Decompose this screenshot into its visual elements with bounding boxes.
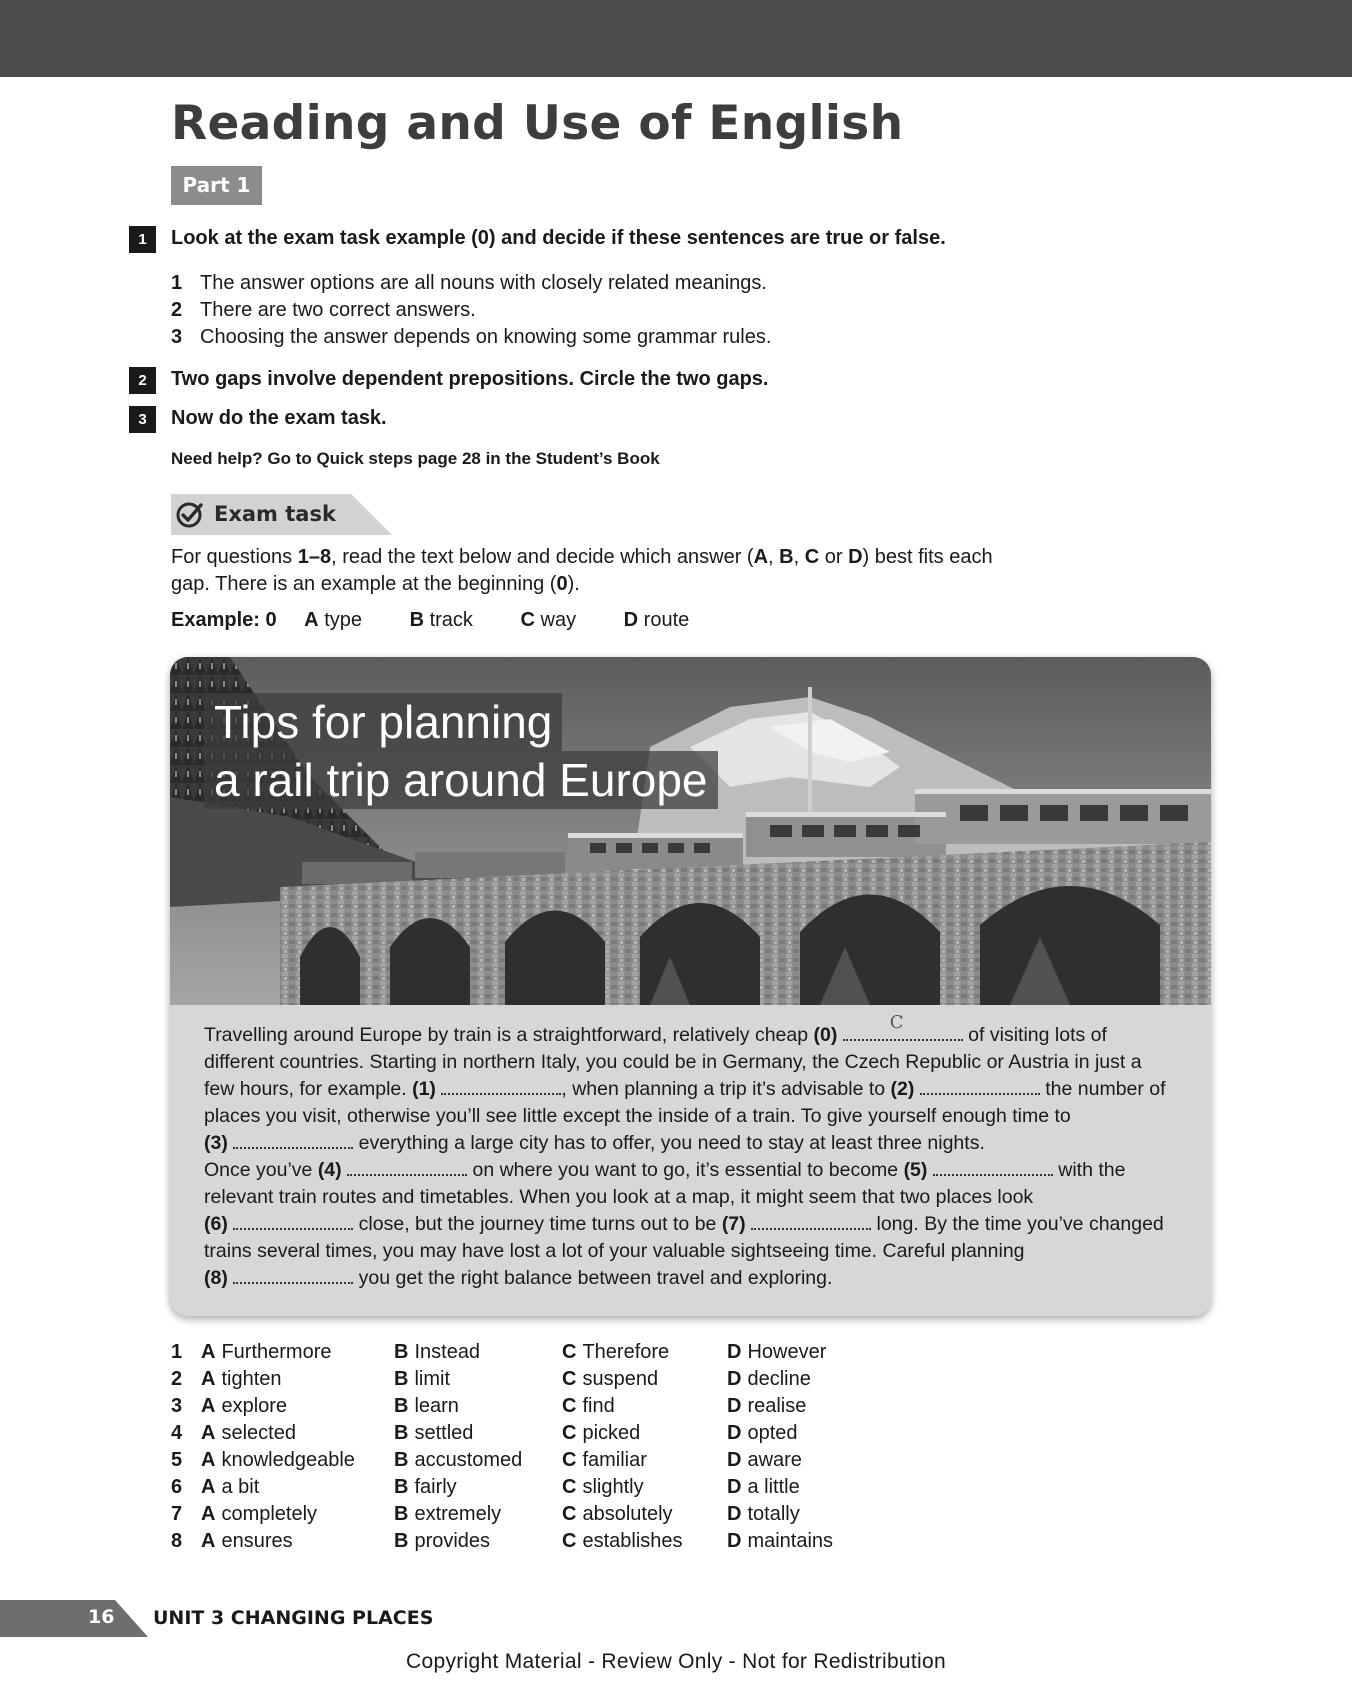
passage-text: of visiting lots of [962,1024,1107,1046]
option-word: learn [414,1395,459,1417]
passage-text: everything a large city has to offer, you need to stay at least three nights. [353,1132,985,1154]
question-number: 3 [171,1395,183,1417]
option-a[interactable] [201,1447,355,1474]
passage-text: the number of [1039,1078,1166,1100]
passage-line [204,1012,1194,1049]
gap-8-blank[interactable] [233,1268,353,1284]
option-letter: D [727,1341,742,1363]
question-number: 2 [171,1368,183,1390]
option-letter: D [727,1368,742,1390]
passage-line: different countries. Starting in northern Italy, you could be in Germany, the Czech Republic or Austria in just a [204,1051,1142,1073]
task-instruction: Look at the exam task example (0) and decide if these sentences are true or false. [171,227,946,249]
article-headline-line1: Tips for planning [204,693,562,751]
option-word: completely [221,1503,318,1525]
option-letter: A [304,609,319,631]
question-number: 1 [171,1341,183,1363]
gap-6-blank[interactable] [233,1214,353,1230]
statement-text: The answer options are all nouns with closely related meanings. [200,272,767,294]
question-number: 7 [171,1503,183,1525]
instr-letter: C [804,546,820,568]
task-number: 1 [129,226,156,253]
option-letter: C [520,609,535,631]
option-word: Furthermore [221,1341,332,1363]
copyright-notice: Copyright Material - Review Only - Not for Redistribution [406,1650,946,1673]
option-word: limit [414,1368,450,1390]
option-d[interactable] [727,1528,833,1555]
option-word: Therefore [582,1341,670,1363]
unit-label: UNIT 3 CHANGING PLACES [153,1607,434,1629]
gap-2-blank[interactable] [920,1079,1040,1095]
option-letter: A [201,1530,216,1552]
option-letter: A [201,1368,216,1390]
gap-number: (3) [204,1132,228,1154]
option-word: Instead [414,1341,481,1363]
instr-letter: D [848,546,863,568]
option-letter: B [394,1422,409,1444]
option-b[interactable] [394,1339,480,1366]
instr-text: , [768,546,780,568]
option-a[interactable] [201,1420,296,1447]
passage-text: few hours, for example. [204,1078,413,1100]
passage-text: long. By the time you’ve changed [871,1213,1164,1235]
question-number: 8 [171,1530,183,1552]
instr-range: 1–8 [297,546,332,568]
option-c[interactable] [562,1501,673,1528]
option-letter: D [727,1476,742,1498]
option-a[interactable] [201,1366,282,1393]
statement-number: 2 [171,299,183,321]
gap-number: (7) [721,1213,746,1235]
passage-line [204,1130,1194,1157]
passage-line: trains several times, you may have lost a lot of your valuable sightseeing time. Careful planning [204,1240,1025,1262]
gap-number: (2) [890,1078,915,1100]
option-d[interactable] [727,1474,800,1501]
page-number-tab [0,1600,148,1637]
option-letter: C [562,1503,577,1525]
option-letter: D [727,1395,742,1417]
option-word: aware [747,1449,802,1471]
option-word: realise [747,1395,807,1417]
option-letter: D [623,609,639,631]
option-a[interactable] [201,1501,317,1528]
option-a[interactable] [201,1393,287,1420]
option-word: ensures [221,1530,293,1552]
gap-0-blank [843,1012,963,1041]
gap-number: (0) [813,1024,838,1046]
passage-line: places you visit, otherwise you’ll see little except the inside of a train. To give yourself enough time to [204,1105,1071,1127]
option-letter: A [201,1341,216,1363]
option-d[interactable] [727,1339,826,1366]
help-note: Need help? Go to Quick steps page 28 in the Student’s Book [171,449,660,468]
option-letter: A [201,1503,216,1525]
option-word: way [540,609,577,631]
option-letter: A [201,1395,216,1417]
option-b[interactable] [394,1366,450,1393]
part-badge: Part 1 [171,166,262,205]
option-word: type [324,609,362,631]
option-word: tighten [221,1368,282,1390]
option-word: accustomed [414,1449,523,1471]
option-b[interactable] [394,1420,473,1447]
statement-item [171,270,771,297]
option-word: establishes [582,1530,683,1552]
option-c[interactable] [562,1420,640,1447]
option-word: track [429,609,473,631]
top-header-bar [0,0,1352,77]
example-option [410,609,473,632]
gap-number: (6) [204,1213,228,1235]
option-word: suspend [582,1368,659,1390]
option-letter: C [562,1368,577,1390]
option-word: knowledgeable [221,1449,355,1471]
article-headline-line2: a rail trip around Europe [204,751,718,809]
option-letter: B [394,1449,409,1471]
option-word: opted [747,1422,798,1444]
option-b[interactable] [394,1528,490,1555]
option-b[interactable] [394,1447,522,1474]
passage-text: you get the right balance between travel and exploring. [353,1267,833,1289]
passage-text: close, but the journey time turns out to be [353,1213,722,1235]
example-option [624,609,690,632]
gap-3-blank[interactable] [233,1133,353,1149]
example-option [520,609,576,632]
task-number: 3 [129,406,156,433]
statement-number: 3 [171,326,183,348]
option-c[interactable] [562,1366,658,1393]
option-c[interactable] [562,1528,683,1555]
article-passage [204,1012,1194,1292]
instr-text: ) best fits each gap. There is an example at the beginning ( [171,546,993,595]
example-option [304,609,362,632]
option-word: selected [221,1422,296,1444]
option-letter: B [394,1341,409,1363]
passage-text: on where you want to go, it’s essential to become [467,1159,904,1181]
option-word: a little [747,1476,800,1498]
exam-task-label: Exam task [214,502,336,526]
instr-text: , read the text below and decide which answer ( [331,546,754,568]
true-false-statements [171,270,771,351]
option-d[interactable] [727,1447,802,1474]
exam-task-tab [171,494,392,535]
passage-line: relevant train routes and timetables. When you look at a map, it might seem that two places look [204,1186,1034,1208]
question-number: 4 [171,1422,183,1444]
option-letter: B [394,1395,409,1417]
passage-text: with the [1052,1159,1126,1181]
option-b[interactable] [394,1393,459,1420]
option-d[interactable] [727,1366,811,1393]
option-letter: C [562,1341,577,1363]
option-word: picked [582,1422,641,1444]
option-letter: A [201,1422,216,1444]
instr-text: or [819,546,849,568]
option-letter: B [394,1503,409,1525]
option-letter: C [562,1530,577,1552]
gap-1-blank[interactable] [441,1079,561,1095]
option-a[interactable] [201,1528,293,1555]
option-letter: C [562,1449,577,1471]
passage-text: Travelling around Europe by train is a straightforward, relatively cheap [204,1024,814,1046]
option-a[interactable] [201,1474,259,1501]
option-c[interactable] [562,1447,647,1474]
option-c[interactable] [562,1393,615,1420]
option-word: totally [747,1503,800,1525]
exam-instructions [171,544,1031,598]
option-a[interactable] [201,1339,331,1366]
statement-item [171,324,771,351]
option-d[interactable] [727,1393,806,1420]
statement-text: There are two correct answers. [200,299,476,321]
option-word: decline [747,1368,811,1390]
option-d[interactable] [727,1501,800,1528]
option-letter: D [727,1449,742,1471]
option-letter: D [727,1503,742,1525]
instr-text: ). [567,573,580,595]
option-word: absolutely [582,1503,673,1525]
instr-text: For questions [171,546,298,568]
example-label: Example: 0 [171,609,277,631]
option-c[interactable] [562,1339,669,1366]
passage-text: , when planning a trip it’s advisable to [561,1078,891,1100]
option-word: However [747,1341,827,1363]
option-letter: B [409,609,425,631]
passage-line [204,1211,1194,1238]
instr-letter: B [779,546,794,568]
passage-line [204,1157,1194,1184]
gap-number: (4) [317,1159,342,1181]
statement-item [171,297,771,324]
gap-4-blank[interactable] [347,1160,467,1176]
question-number: 5 [171,1449,183,1471]
option-word: settled [414,1422,474,1444]
option-word: route [643,609,690,631]
gap-number: (5) [903,1159,928,1181]
option-letter: A [201,1449,216,1471]
option-letter: B [394,1476,409,1498]
option-b[interactable] [394,1474,457,1501]
gap-7-blank[interactable] [751,1214,871,1230]
option-word: find [582,1395,615,1417]
option-word: explore [221,1395,288,1417]
option-letter: B [394,1368,409,1390]
task-instruction: Two gaps involve dependent prepositions. Circle the two gaps. [171,368,769,390]
option-letter: A [201,1476,216,1498]
question-number: 6 [171,1476,183,1498]
option-word: maintains [747,1530,834,1552]
statement-number: 1 [171,272,183,294]
option-letter: C [562,1476,577,1498]
statement-text: Choosing the answer depends on knowing some grammar rules. [200,326,772,348]
gap-0-answer: C [889,1012,904,1033]
instr-letter: A [753,546,769,568]
option-letter: D [727,1530,742,1552]
passage-line [204,1265,1194,1292]
page-number: 16 [88,1606,115,1628]
option-letter: B [394,1530,409,1552]
option-letter: D [727,1422,742,1444]
gap-number: (1) [412,1078,436,1100]
task-instruction: Now do the exam task. [171,407,387,429]
option-word: a bit [221,1476,260,1498]
page-title: Reading and Use of English [171,96,904,151]
task-number: 2 [129,367,156,394]
option-b[interactable] [394,1501,501,1528]
option-letter: C [562,1422,577,1444]
option-word: slightly [582,1476,644,1498]
passage-line [204,1076,1194,1103]
gap-number: (8) [204,1267,228,1289]
example-row [171,609,689,632]
passage-text: Once you’ve [204,1159,318,1181]
instr-text: , [793,546,805,568]
option-word: extremely [414,1503,502,1525]
instr-zero: 0 [556,573,568,595]
option-word: provides [414,1530,491,1552]
option-d[interactable] [727,1420,798,1447]
check-circle-icon [175,501,203,529]
gap-5-blank[interactable] [933,1160,1053,1176]
option-word: familiar [582,1449,647,1471]
option-word: fairly [414,1476,457,1498]
option-letter: C [562,1395,577,1417]
option-c[interactable] [562,1474,644,1501]
